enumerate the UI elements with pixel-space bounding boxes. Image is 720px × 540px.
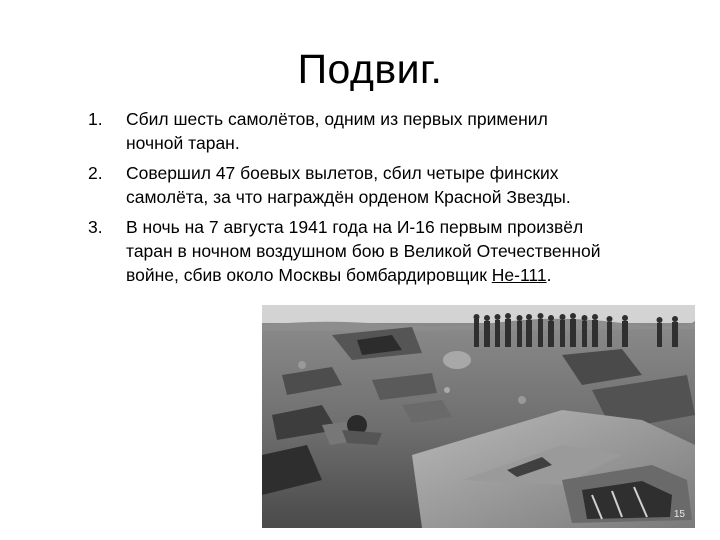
list-item-text: Сбил шесть самолётов, одним из первых применил ночной таран.	[126, 109, 548, 153]
wreckage-photo-image	[262, 305, 695, 528]
list-item	[82, 215, 602, 287]
photo-page-number: 15	[673, 509, 685, 520]
list-item-tail: .	[546, 265, 552, 285]
list-item-number: 3.	[88, 217, 103, 237]
list-item-text: В ночь на 7 августа 1941 года на И-16 первым произвёл таран в ночном воздушном бою в Великой Отечественной войне, сбив около Москвы бомбардировщик	[126, 217, 601, 285]
he-111-link[interactable]: Не-111	[491, 265, 547, 285]
wreckage-photo	[262, 305, 695, 528]
slide-title: Подвиг.	[297, 46, 443, 92]
list-item-number: 2.	[88, 163, 103, 183]
list-item-text: Совершил 47 боевых вылетов, сбил четыре финских самолёта, за что награждён орденом Красной Звезды.	[126, 163, 571, 207]
list-item-number: 1.	[88, 109, 103, 129]
list-item	[82, 161, 602, 209]
numbered-list	[82, 107, 602, 293]
list-item	[82, 107, 602, 155]
